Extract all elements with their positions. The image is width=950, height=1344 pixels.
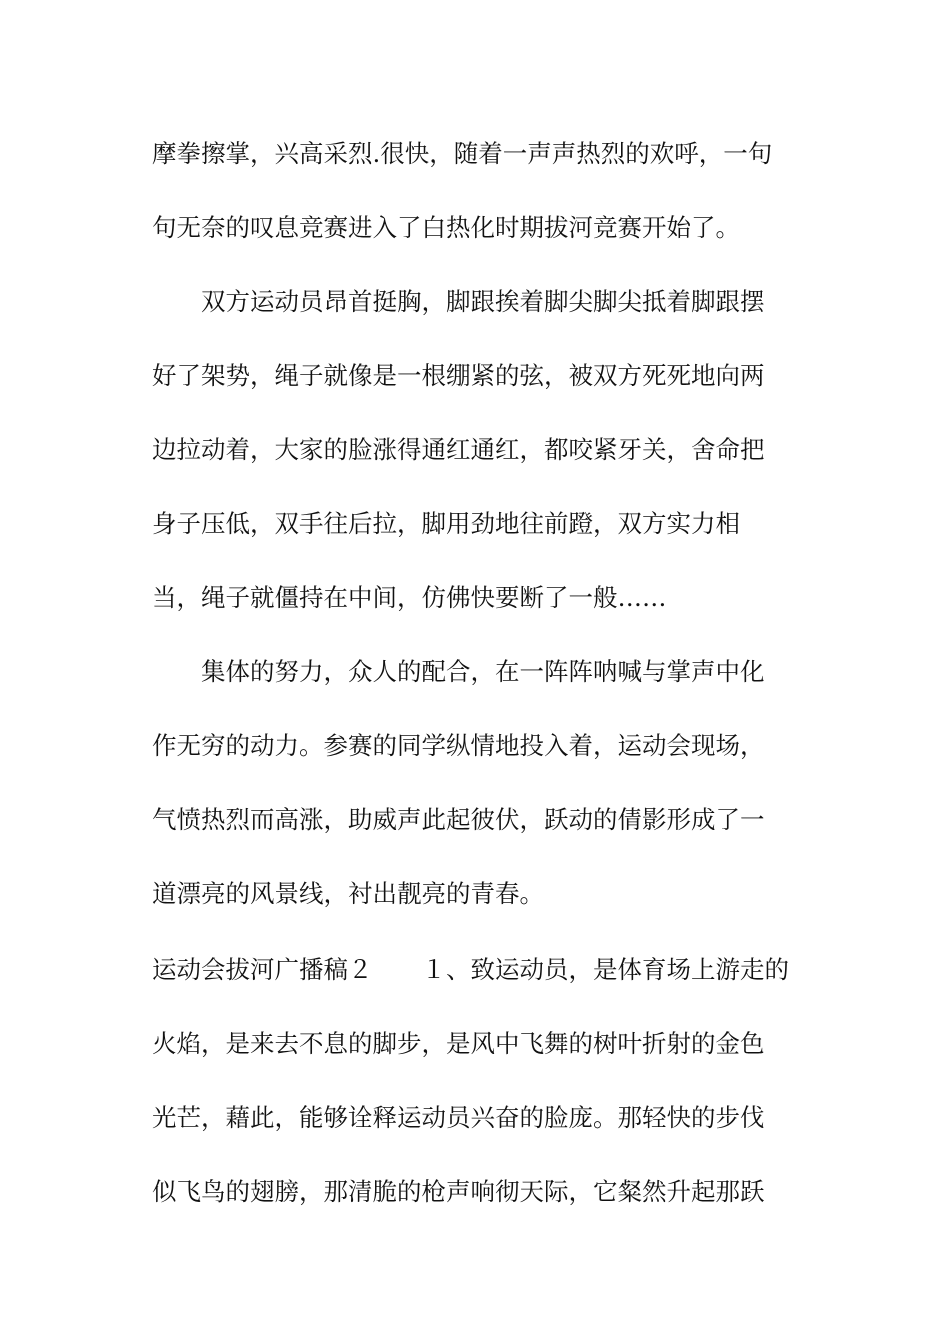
paragraph-start-line: 双方运动员昂首挺胸，脚跟挨着脚尖脚尖抵着脚跟摆 [201,287,765,316]
text-line: 道漂亮的风景线，衬出靓亮的青春。 [152,879,544,908]
paragraph-start-line: 集体的努力，众人的配合，在一阵阵呐喊与掌声中化 [201,657,765,686]
text-line: 光芒，藉此，能够诠释运动员兴奋的脸庞。那轻快的步伐 [152,1103,765,1132]
text-line: 好了架势，绳子就像是一根绷紧的弦，被双方死死地向两 [152,361,765,390]
text-line: 句无奈的叹息竞赛进入了白热化时期拔河竞赛开始了。 [152,213,740,242]
text-line: 作无穷的动力。参赛的同学纵情地投入着，运动会现场， [152,731,765,760]
text-line: 身子压低，双手往后拉，脚用劲地往前蹬，双方实力相 [152,509,740,538]
text-line: 似飞鸟的翅膀，那清脆的枪声响彻天际，它粲然升起那跃 [152,1177,765,1206]
text-line: 火焰，是来去不息的脚步，是风中飞舞的树叶折射的金色 [152,1029,765,1058]
text-line: 当，绳子就僵持在中间，仿佛快要断了一般…… [152,583,667,612]
section-heading-line: 运动会拔河广播稿２ １、致运动员，是体育场上游走的 [152,955,789,984]
text-line: 气愤热烈而高涨，助威声此起彼伏，跃动的倩影形成了一 [152,805,765,834]
text-line: 边拉动着，大家的脸涨得通红通红，都咬紧牙关，舍命把 [152,435,765,464]
text-line: 摩拳擦掌，兴高采烈.很快，随着一声声热烈的欢呼，一句 [152,139,773,168]
